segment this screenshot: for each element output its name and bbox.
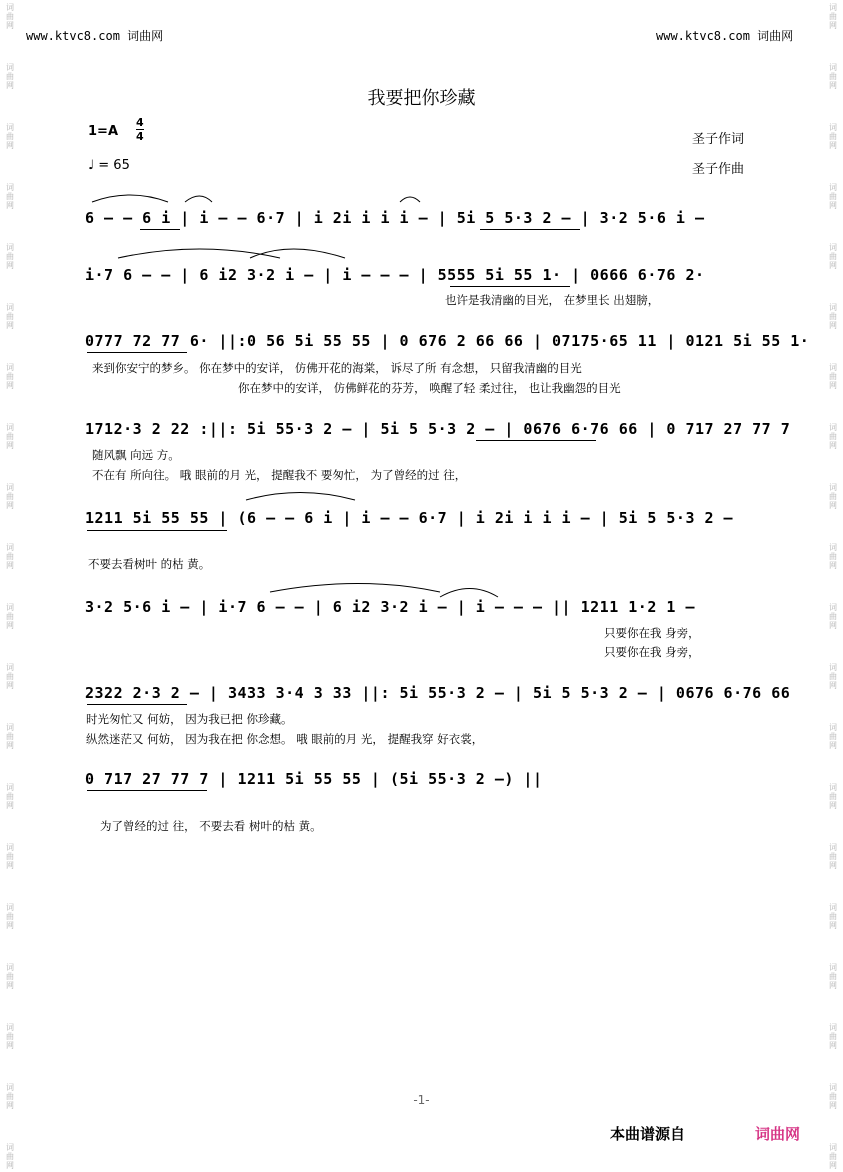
- notation-line: 0 717 27 77 7 | 1211 5i 55 55 | (5i 55·3 2 –) ||: [85, 770, 543, 788]
- watermark-glyph: 词: [829, 543, 837, 552]
- watermark-glyph: 曲: [829, 1032, 837, 1041]
- watermark-glyph: 网: [829, 981, 837, 990]
- slur: [270, 584, 440, 593]
- watermark-glyph: 网: [829, 201, 837, 210]
- key-signature: 1=A: [88, 124, 118, 139]
- watermark-glyph: 曲: [6, 312, 14, 321]
- watermark-glyph: 词: [6, 63, 14, 72]
- watermark-glyph: 网: [829, 501, 837, 510]
- watermark-glyph: 词: [6, 903, 14, 912]
- notation-line: 1712·3 2 22 :||: 5i 55·3 2 – | 5i 5 5·3 2 – | 0676 6·76 66 | 0 717 27 77 7: [85, 420, 791, 438]
- watermark-glyph: 曲: [829, 612, 837, 621]
- watermark-glyph: 词: [6, 483, 14, 492]
- watermark-glyph: 曲: [829, 552, 837, 561]
- watermark-glyph: 词: [829, 963, 837, 972]
- watermark-glyph: 网: [829, 1041, 837, 1050]
- watermark-glyph: 曲: [829, 852, 837, 861]
- song-title: 我要把你珍藏: [367, 88, 476, 109]
- composer-credit: 圣子作曲: [692, 162, 745, 177]
- lyrics-line: 时光匆忙又 何妨， 因为我已把 你珍藏。: [86, 712, 293, 726]
- notation-line: 2322 2·3 2 – | 3433 3·4 3 33 ||: 5i 55·3 2 – | 5i 5 5·3 2 – | 0676 6·76 66: [85, 684, 791, 702]
- watermark-glyph: 网: [6, 321, 14, 330]
- watermark-glyph: 网: [829, 141, 837, 150]
- watermark-glyph: 曲: [6, 372, 14, 381]
- watermark-glyph: 网: [829, 741, 837, 750]
- watermark-glyph: 词: [6, 663, 14, 672]
- slur: [250, 249, 345, 258]
- watermark-glyph: 曲: [6, 852, 14, 861]
- watermark-glyph: 词: [6, 963, 14, 972]
- watermark-glyph: 曲: [829, 912, 837, 921]
- watermark-glyph: 词: [829, 423, 837, 432]
- beam-line: [480, 229, 580, 230]
- watermark-glyph: 曲: [6, 72, 14, 81]
- watermark-glyph: 曲: [6, 492, 14, 501]
- lyrics-line: 你在梦中的安详， 仿佛鲜花的芬芳， 唤醒了轻 柔过往， 也让我幽怨的目光: [238, 381, 621, 395]
- watermark-glyph: 曲: [6, 12, 14, 21]
- watermark-glyph: 网: [6, 201, 14, 210]
- watermark-glyph: 曲: [829, 312, 837, 321]
- watermark-glyph: 曲: [6, 732, 14, 741]
- slur: [185, 196, 212, 202]
- time-signature: [136, 116, 144, 143]
- watermark-glyph: 网: [6, 561, 14, 570]
- slur: [118, 249, 280, 258]
- slur: [400, 197, 420, 202]
- watermark-glyph: 网: [6, 141, 14, 150]
- beam-line: [87, 704, 187, 705]
- watermark-glyph: 词: [829, 1143, 837, 1152]
- watermark-glyph: 网: [6, 801, 14, 810]
- score-row-2: [85, 260, 755, 290]
- watermark-glyph: 曲: [829, 1152, 837, 1161]
- lyrics-line: 不要去看树叶 的枯 黄。: [88, 557, 211, 571]
- watermark-glyph: 词: [6, 843, 14, 852]
- watermark-glyph: 网: [829, 21, 837, 30]
- watermark-glyph: 曲: [6, 552, 14, 561]
- notation-line: 0777 72 77 6· ||:0 56 5i 55 55 | 0 676 2 66 66 | 07175·65 11 | 0121 5i 55 1·: [85, 332, 810, 350]
- watermark-glyph: 曲: [829, 192, 837, 201]
- watermark-glyph: 曲: [6, 972, 14, 981]
- watermark-glyph: 网: [829, 261, 837, 270]
- watermark-glyph: 曲: [6, 1092, 14, 1101]
- watermark-glyph: 网: [829, 1161, 837, 1170]
- watermark-glyph: 网: [6, 21, 14, 30]
- lyrics-line: 只要你在我 身旁，: [604, 626, 700, 640]
- beam-line: [476, 440, 596, 441]
- watermark-glyph: 词: [6, 1143, 14, 1152]
- site-url-right[interactable]: [656, 27, 793, 44]
- watermark-glyph: 词: [829, 723, 837, 732]
- watermark-glyph: 曲: [6, 132, 14, 141]
- watermark-glyph: 词: [6, 303, 14, 312]
- watermark-glyph: 网: [6, 81, 14, 90]
- watermark-glyph: 词: [6, 123, 14, 132]
- watermark-glyph: 网: [6, 261, 14, 270]
- watermark-glyph: 曲: [829, 672, 837, 681]
- watermark-glyph: 曲: [6, 1152, 14, 1161]
- watermark-glyph: 词: [6, 423, 14, 432]
- watermark-glyph: 网: [829, 561, 837, 570]
- site-url-text: www.ktvc8.com: [26, 29, 120, 43]
- notation-line: i·7 6 – – | 6 i2 3·2 i – | i – – – | 5555 5i 55 1· | 0666 6·76 2·: [85, 266, 705, 284]
- watermark-glyph: 网: [6, 981, 14, 990]
- quarter-note-icon: ♩: [88, 158, 95, 173]
- watermark-glyph: 网: [6, 861, 14, 870]
- beam-line: [450, 286, 570, 287]
- beam-line: [87, 530, 227, 531]
- watermark-glyph: 词: [829, 903, 837, 912]
- watermark-glyph: 网: [6, 1041, 14, 1050]
- watermark-glyph: 曲: [829, 72, 837, 81]
- watermark-glyph: 曲: [829, 1092, 837, 1101]
- source-label: 本曲谱源自: [610, 1125, 686, 1143]
- watermark-right: [823, 0, 843, 1172]
- site-url-text: www.ktvc8.com: [656, 29, 750, 43]
- watermark-glyph: 网: [829, 381, 837, 390]
- watermark-glyph: 词: [829, 123, 837, 132]
- beam-line: [140, 229, 180, 230]
- source-logo-link[interactable]: 词曲网: [755, 1125, 801, 1143]
- watermark-glyph: 曲: [6, 612, 14, 621]
- lyrics-line: 也许是我清幽的目光， 在梦里长 出翅膀，: [445, 293, 660, 307]
- watermark-glyph: 词: [829, 843, 837, 852]
- watermark-glyph: 曲: [6, 672, 14, 681]
- watermark-glyph: 曲: [6, 432, 14, 441]
- watermark-glyph: 网: [6, 621, 14, 630]
- slur: [246, 493, 355, 501]
- watermark-glyph: 网: [829, 81, 837, 90]
- notation-line: 3·2 5·6 i – | i·7 6 – – | 6 i2 3·2 i – | i – – – || 1211 1·2 1 –: [85, 598, 695, 616]
- watermark-glyph: 曲: [829, 12, 837, 21]
- watermark-glyph: 词: [829, 783, 837, 792]
- score-row-1: [85, 203, 755, 233]
- lyrics-line: 随风飘 向远 方。: [92, 448, 180, 462]
- watermark-glyph: 词: [829, 1083, 837, 1092]
- lyrics-line: 纵然迷茫又 何妨， 因为我在把 你念想。 哦 眼前的月 光， 提醒我穿 好衣裳，: [86, 732, 484, 746]
- watermark-glyph: 网: [6, 741, 14, 750]
- watermark-glyph: 网: [829, 1101, 837, 1110]
- watermark-glyph: 词: [6, 363, 14, 372]
- beam-line: [87, 352, 187, 353]
- tempo-value: = 65: [98, 158, 130, 173]
- watermark-glyph: 曲: [829, 372, 837, 381]
- score-row-4: [85, 414, 791, 444]
- lyrics-line: 来到你安宁的梦乡。 你在梦中的安详， 仿佛开花的海棠， 诉尽了所 有念想， 只留我清幽的目光: [92, 361, 582, 375]
- watermark-glyph: 网: [6, 441, 14, 450]
- lyrics-line: 为了曾经的过 往， 不要去看 树叶的枯 黄。: [100, 819, 322, 833]
- watermark-glyph: 网: [6, 501, 14, 510]
- watermark-glyph: 曲: [829, 792, 837, 801]
- watermark-glyph: 曲: [6, 192, 14, 201]
- watermark-glyph: 词: [6, 183, 14, 192]
- watermark-glyph: 曲: [6, 792, 14, 801]
- watermark-glyph: 网: [6, 381, 14, 390]
- watermark-glyph: 网: [6, 681, 14, 690]
- watermark-glyph: 词: [829, 603, 837, 612]
- watermark-glyph: 曲: [829, 252, 837, 261]
- watermark-glyph: 网: [829, 441, 837, 450]
- watermark-glyph: 网: [6, 1161, 14, 1170]
- watermark-glyph: 词: [829, 1023, 837, 1032]
- watermark-glyph: 词: [6, 723, 14, 732]
- watermark-glyph: 词: [6, 783, 14, 792]
- watermark-glyph: 词: [6, 1083, 14, 1092]
- watermark-glyph: 网: [829, 801, 837, 810]
- watermark-glyph: 曲: [829, 492, 837, 501]
- watermark-glyph: 网: [829, 861, 837, 870]
- lyrics-line: 不在有 所向往。 哦 眼前的月 光， 提醒我不 要匆忙， 为了曾经的过 往，: [92, 468, 467, 482]
- lyricist-credit: 圣子作词: [692, 132, 745, 147]
- watermark-glyph: 网: [829, 321, 837, 330]
- watermark-glyph: 网: [829, 681, 837, 690]
- watermark-glyph: 曲: [829, 972, 837, 981]
- score-row-6: [85, 592, 755, 622]
- slur: [92, 195, 168, 202]
- tempo-marking: [88, 158, 130, 173]
- watermark-glyph: 曲: [829, 432, 837, 441]
- watermark-glyph: 网: [6, 921, 14, 930]
- notation-line: 6 – – 6 i | i – – 6·7 | i 2i i i i – | 5i 5 5·3 2 – | 3·2 5·6 i –: [85, 209, 705, 227]
- time-sig-bottom: 4: [136, 130, 144, 143]
- watermark-glyph: 网: [829, 621, 837, 630]
- watermark-glyph: 词: [829, 243, 837, 252]
- time-sig-top: 4: [136, 116, 144, 129]
- watermark-glyph: 网: [829, 921, 837, 930]
- watermark-glyph: 词: [829, 363, 837, 372]
- watermark-glyph: 曲: [829, 132, 837, 141]
- watermark-glyph: 曲: [6, 252, 14, 261]
- site-url-left[interactable]: [26, 27, 163, 44]
- watermark-glyph: 词: [829, 3, 837, 12]
- watermark-glyph: 曲: [6, 912, 14, 921]
- watermark-glyph: 词: [829, 303, 837, 312]
- watermark-glyph: 曲: [829, 732, 837, 741]
- watermark-glyph: 词: [6, 243, 14, 252]
- watermark-glyph: 词: [6, 3, 14, 12]
- watermark-glyph: 词: [6, 1023, 14, 1032]
- site-name-text: 词曲网: [757, 29, 794, 43]
- beam-line: [87, 790, 207, 791]
- watermark-glyph: 网: [6, 1101, 14, 1110]
- watermark-left: [0, 0, 20, 1172]
- watermark-glyph: 曲: [6, 1032, 14, 1041]
- page-number: -1-: [413, 1093, 430, 1107]
- watermark-glyph: 词: [829, 663, 837, 672]
- watermark-glyph: 词: [829, 483, 837, 492]
- watermark-glyph: 词: [6, 603, 14, 612]
- watermark-glyph: 词: [829, 63, 837, 72]
- watermark-glyph: 词: [829, 183, 837, 192]
- score-row-5: [85, 503, 755, 533]
- lyrics-line: 只要你在我 身旁，: [604, 645, 700, 659]
- site-name-text: 词曲网: [127, 29, 164, 43]
- watermark-glyph: 词: [6, 543, 14, 552]
- notation-line: 1211 5i 55 55 | (6 – – 6 i | i – – 6·7 | i 2i i i i – | 5i 5 5·3 2 –: [85, 509, 734, 527]
